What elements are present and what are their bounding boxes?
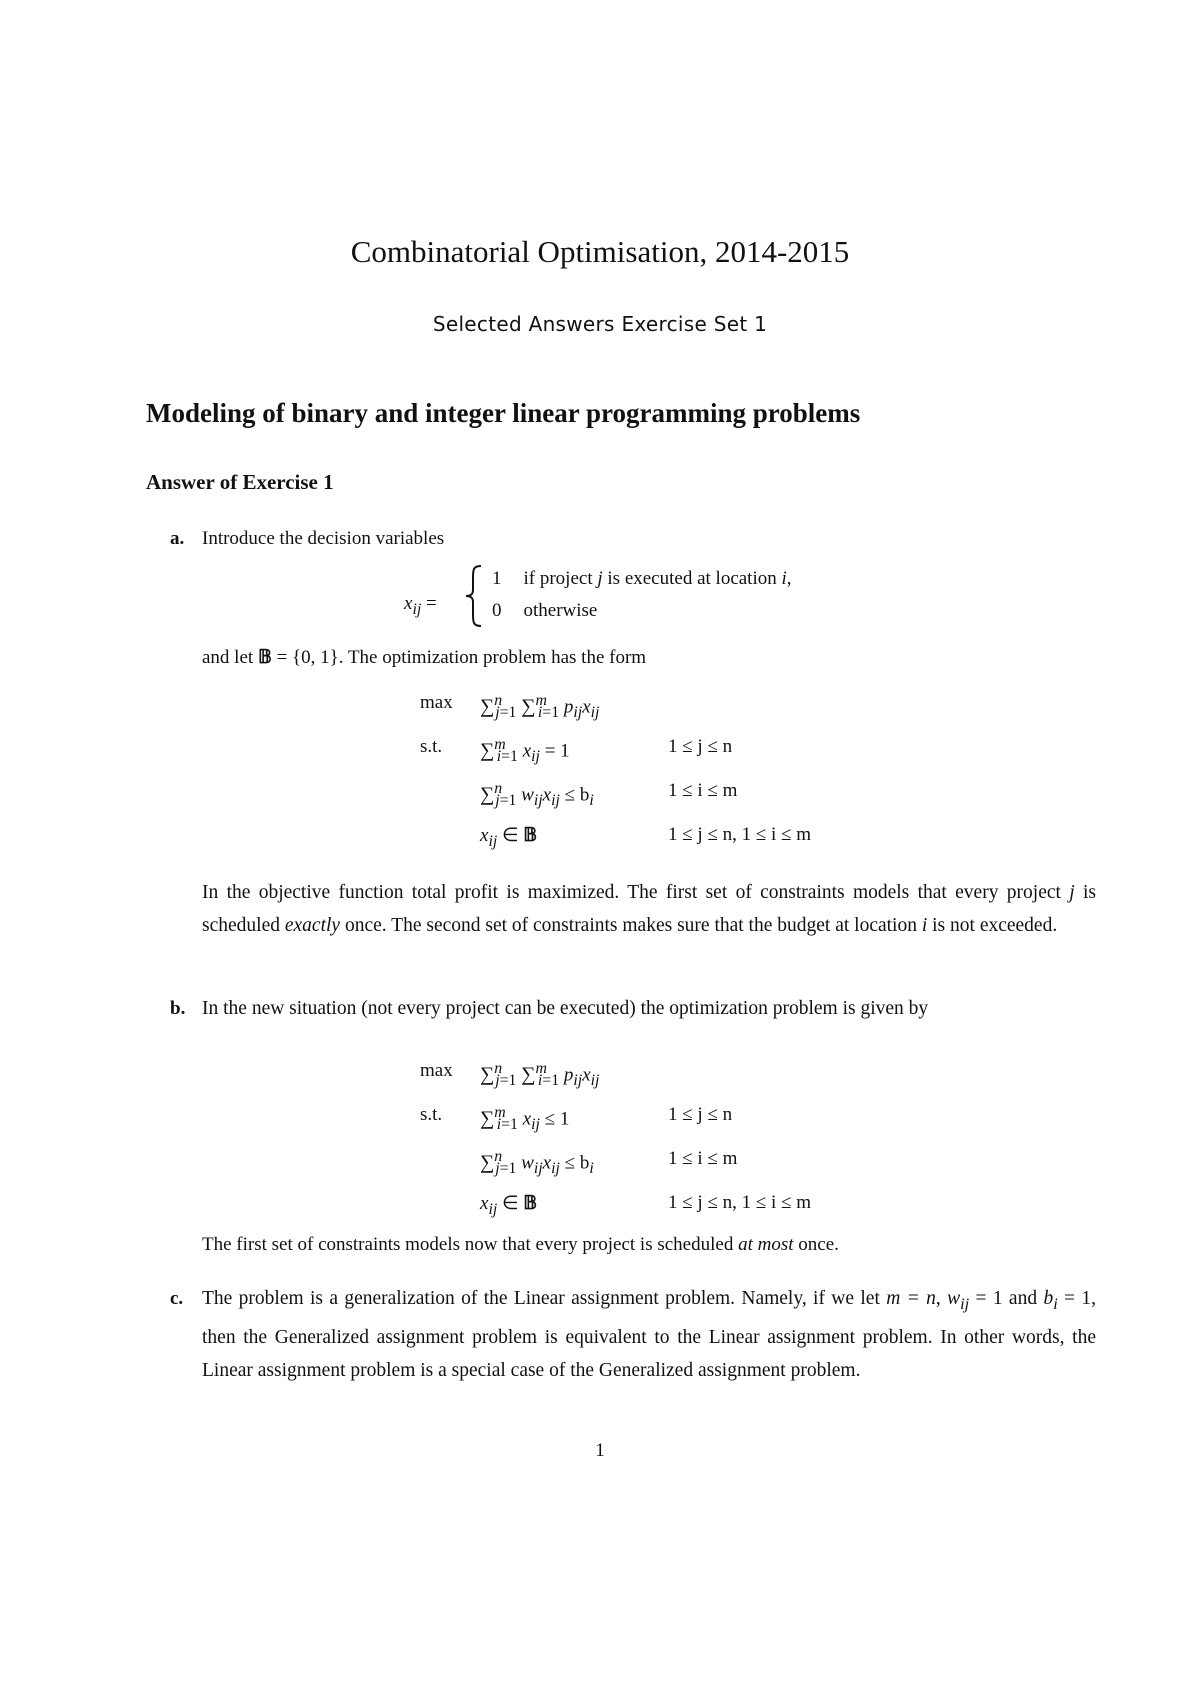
set-definition: and let 𝔹 = {0, 1}. The optimization problem has the form: [202, 647, 647, 668]
part-b-explanation: The first set of constraints models now that every project is scheduled at most once.: [202, 1234, 839, 1255]
document-subtitle: Selected Answers Exercise Set 1: [432, 312, 768, 336]
document-title: Combinatorial Optimisation, 2014-2015: [350, 234, 850, 269]
b-obj-label: max: [420, 1060, 453, 1081]
a-obj-label: max: [420, 692, 453, 713]
b-constraint-1: ∑$^m_{i=1}$ $x_{ij} \le 1$: [480, 1104, 570, 1134]
b-constraint-2: ∑$^n_{j=1}$ $w_{ij}x_{ij} \le b_i$: [480, 1148, 594, 1178]
b-constraint-3-range: 1 ≤ j ≤ n, 1 ≤ i ≤ m: [668, 1192, 812, 1213]
b-constraint-2-range: 1 ≤ i ≤ m: [668, 1148, 738, 1169]
b-constraint-1-range: 1 ≤ j ≤ n: [668, 1104, 733, 1125]
a-st-label: s.t.: [420, 736, 443, 757]
subsection-title: Answer of Exercise 1: [146, 470, 334, 494]
a-constraint-1: ∑$^m_{i=1}$ $x_{ij} = 1$: [480, 736, 570, 766]
a-constraint-2-range: 1 ≤ i ≤ m: [668, 780, 738, 801]
section-title: Modeling of binary and integer linear programming problems: [146, 398, 861, 428]
a-constraint-3-range: 1 ≤ j ≤ n, 1 ≤ i ≤ m: [668, 824, 812, 845]
part-a-explanation: In the objective function total profit is maximized. The first set of constraints models that every project j is scheduled exactly once. The second set of constraints makes sure that the budget at location i is not exceeded.: [202, 882, 1096, 936]
part-c-text: The problem is a generalization of the Linear assignment problem. Namely, if we let m = n, $w_{ij} = 1$ and $b_i = 1$, then the Generalized assignment problem is equivalent to the Linear assignment problem. In other words, the Linear assignment problem is a special case of the Generalized assignment problem.: [202, 1288, 1097, 1381]
b-st-label: s.t.: [420, 1104, 443, 1125]
case-1: 1 if project j is executed at location i,: [492, 568, 792, 589]
b-objective: ∑$^n_{j=1}$ ∑$^m_{i=1}$ $p_{ij}x_{ij}$: [480, 1060, 600, 1090]
left-brace-icon: [463, 564, 485, 628]
page-number: 1: [595, 1440, 605, 1461]
part-a-intro: Introduce the decision variables: [202, 528, 445, 549]
var-def-lhs: $x_{ij}$ =: [404, 593, 437, 618]
part-a-label: a.: [170, 528, 185, 549]
part-b-label: b.: [170, 998, 186, 1019]
a-constraint-2: ∑$^n_{j=1}$ $w_{ij}x_{ij} \le b_i$: [480, 780, 594, 810]
case-0: 0 otherwise: [492, 600, 598, 621]
b-constraint-3: $x_{ij}$ ∈ 𝔹: [480, 1193, 538, 1218]
part-c-label: c.: [170, 1288, 184, 1309]
a-objective: ∑$^n_{j=1}$ ∑$^m_{i=1}$ $p_{ij}x_{ij}$: [480, 692, 600, 722]
part-b-intro: In the new situation (not every project can be executed) the optimization problem is given by: [202, 998, 929, 1019]
a-constraint-1-range: 1 ≤ j ≤ n: [668, 736, 733, 757]
a-constraint-3: $x_{ij}$ ∈ 𝔹: [480, 825, 538, 850]
